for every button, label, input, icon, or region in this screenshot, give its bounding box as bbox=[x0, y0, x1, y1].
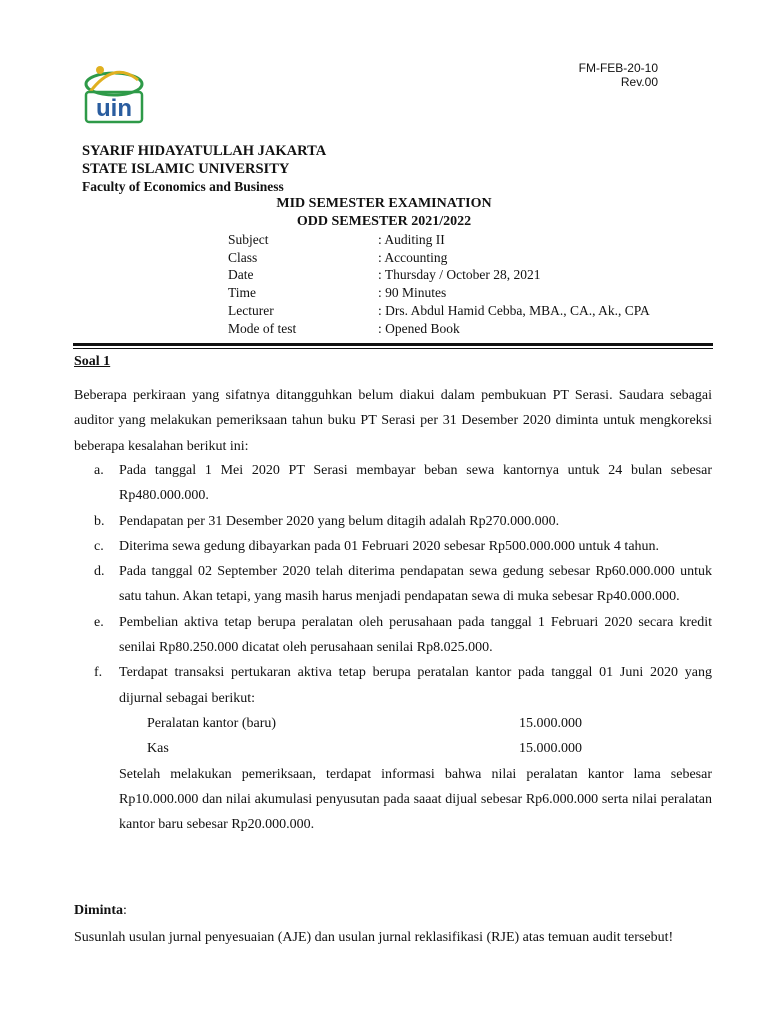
section-title: Soal 1 bbox=[74, 354, 111, 369]
journal-row bbox=[147, 711, 687, 736]
diminta-label: Diminta bbox=[74, 903, 123, 918]
form-code: FM-FEB-20-10 bbox=[578, 61, 658, 75]
info-row-lecturer bbox=[228, 302, 650, 320]
institution-line2: STATE ISLAMIC UNIVERSITY bbox=[82, 161, 290, 177]
info-label: Time bbox=[228, 285, 257, 301]
semester-title: ODD SEMESTER 2021/2022 bbox=[296, 214, 472, 229]
item-label: d. bbox=[94, 564, 105, 580]
item-text: Pendapatan per 31 Desember 2020 yang belum ditagih adalah Rp270.000.000. bbox=[119, 513, 560, 529]
item-label: b. bbox=[94, 513, 105, 529]
list-item bbox=[74, 559, 712, 610]
journal-account: Peralatan kantor (baru) bbox=[147, 715, 277, 731]
list-item bbox=[74, 610, 712, 661]
list-item bbox=[74, 534, 712, 559]
diminta-heading bbox=[74, 901, 127, 921]
intro-paragraph: Beberapa perkiraan yang sifatnya ditangguhkan belum diakui dalam pembukuan PT Serasi. Saudara sebagai auditor yang melakukan pemeriksaan tahun buku PT Serasi per 31 Desember 2020 diminta untuk mengkoreksi beberapa kesalahan berikut ini: bbox=[74, 388, 712, 454]
info-label: Date bbox=[228, 267, 254, 283]
uin-logo bbox=[80, 62, 148, 126]
journal-amount: 15.000.000 bbox=[519, 741, 582, 757]
info-label: Class bbox=[228, 249, 258, 265]
item-label: a. bbox=[94, 463, 104, 478]
svg-text:uin: uin bbox=[96, 95, 132, 122]
journal-row bbox=[147, 736, 687, 761]
info-row-class bbox=[228, 249, 650, 267]
info-value: : Accounting bbox=[378, 249, 448, 265]
list-item bbox=[74, 458, 712, 509]
info-value: : Drs. Abdul Hamid Cebba, MBA., CA., Ak., CPA bbox=[378, 302, 650, 318]
diminta-text: Susunlah usulan jurnal penyesuaian (AJE) dan usulan jurnal reklasifikasi (RJE) atas temuan audit tersebut! bbox=[74, 930, 674, 945]
question-list bbox=[74, 458, 712, 837]
info-value: : 90 Minutes bbox=[378, 285, 447, 301]
form-code-block bbox=[579, 61, 658, 89]
item-label: e. bbox=[94, 614, 104, 630]
info-row-time bbox=[228, 284, 650, 302]
info-label: Lecturer bbox=[228, 302, 274, 318]
info-label: Mode of test bbox=[228, 320, 297, 336]
institution-line1: SYARIF HIDAYATULLAH JAKARTA bbox=[82, 143, 327, 159]
item-note: Setelah melakukan pemeriksaan, terdapat informasi bahwa nilai peralatan kantor lama sebesar Rp10.000.000 dan nilai akumulasi penyusutan pada saaat dijual sebesar Rp6.000.000 serta nilai peralatan kantor baru sebesar Rp20.000.000. bbox=[119, 766, 712, 833]
exam-title: MID SEMESTER EXAMINATION bbox=[276, 196, 492, 211]
item-text: Terdapat transaksi pertukaran aktiva tetap berupa peratalan kantor pada tanggal 01 Juni 2020 yang dijurnal sebagai berikut: bbox=[119, 665, 712, 706]
list-item bbox=[74, 660, 712, 711]
item-text: Diterima sewa gedung dibayarkan pada 01 Februari 2020 sebesar Rp500.000.000 untuk 4 tahun. bbox=[119, 538, 660, 554]
header-divider-thick bbox=[73, 343, 713, 346]
diminta-colon: : bbox=[123, 903, 127, 918]
info-label: Subject bbox=[228, 232, 269, 247]
item-label: f. bbox=[94, 665, 103, 681]
journal-amount: 15.000.000 bbox=[519, 715, 582, 731]
info-value: : Opened Book bbox=[378, 320, 460, 336]
info-value: : Thursday / October 28, 2021 bbox=[378, 267, 541, 283]
info-row-date bbox=[228, 266, 650, 284]
exam-info bbox=[228, 231, 650, 337]
header-divider-thin bbox=[73, 348, 713, 349]
item-label: c. bbox=[94, 538, 104, 554]
info-value: : Auditing II bbox=[378, 232, 445, 247]
item-text: Pada tanggal 1 Mei 2020 PT Serasi membayar beban sewa kantornya untuk 24 bulan sebesar Rp480.000.000. bbox=[119, 463, 712, 504]
info-row-subject bbox=[228, 231, 650, 249]
info-row-mode bbox=[228, 320, 650, 338]
item-text: Pembelian aktiva tetap berupa peralatan oleh perusahaan pada tanggal 1 Februari 2020 secara kredit senilai Rp80.250.000 dicatat oleh perusahaan senilai Rp8.025.000. bbox=[119, 614, 712, 656]
journal-account: Kas bbox=[147, 741, 169, 757]
item-text: Pada tanggal 02 September 2020 telah diterima pendapatan sewa gedung sebesar Rp60.000.000 untuk satu tahun. Akan tetapi, yang masih harus menjadi pendapatan sewa di muka sebesar Rp40.000.000. bbox=[119, 564, 712, 605]
faculty-name: Faculty of Economics and Business bbox=[82, 179, 284, 194]
revision: Rev.00 bbox=[620, 75, 658, 89]
list-item bbox=[74, 509, 712, 534]
